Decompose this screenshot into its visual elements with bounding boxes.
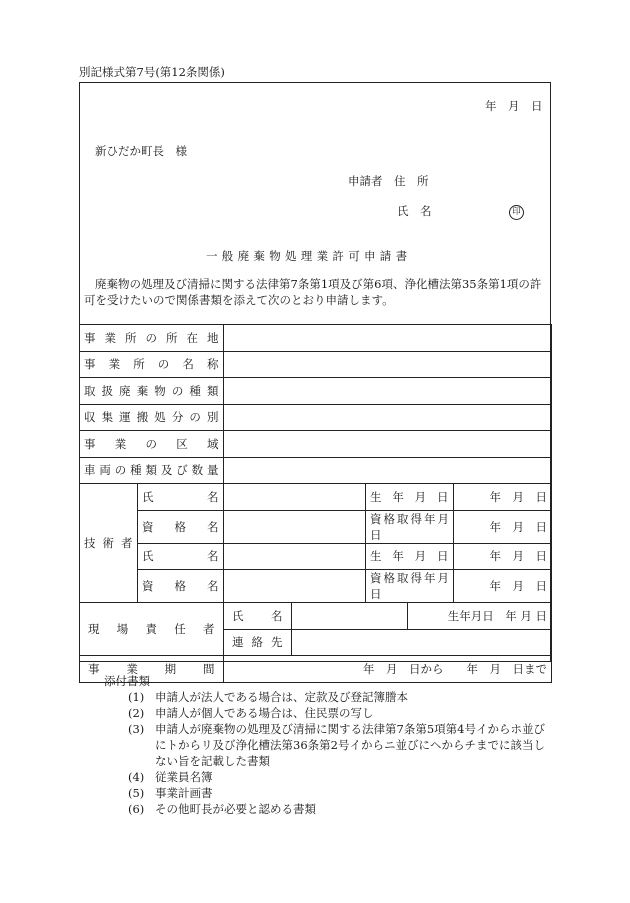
eng-birth-field-2[interactable]: 年 月 日	[454, 543, 552, 570]
site-manager-name-field[interactable]	[292, 603, 408, 630]
business-area-field[interactable]	[224, 431, 552, 458]
addressee: 新ひだか町長 様	[95, 144, 187, 158]
eng-name-label-2: 氏名	[138, 543, 224, 570]
waste-types-field[interactable]	[224, 378, 552, 405]
attachment-item: 事業計画書	[155, 786, 213, 800]
vehicles-field[interactable]	[224, 457, 552, 484]
period-label: 事業期間	[80, 656, 224, 683]
attachment-item: その他町長が必要と認める書類	[155, 802, 316, 816]
engineer-label: 技術者	[80, 484, 138, 603]
eng-qual-date-label-2: 資格取得年月日	[366, 570, 454, 603]
eng-qual-date-field-1[interactable]: 年 月 日	[454, 510, 552, 543]
site-manager-birth[interactable]: 生年月日 年 月 日	[408, 603, 552, 630]
attachment-num: (1)	[128, 690, 145, 704]
attachment-num: (5)	[128, 786, 145, 800]
office-name-field[interactable]	[224, 351, 552, 378]
attachment-item: 申請人が廃棄物の処理及び清掃に関する法律第7条第5項第4号イからホ並びにトからリ及び浄化槽法第36条第2号イからニ並びにヘからチまでに該当しない旨を記載した書類	[155, 722, 545, 768]
business-area-label: 事業の区域	[80, 431, 224, 458]
site-manager-contact-field[interactable]	[292, 629, 552, 656]
eng-birth-field-1[interactable]: 年 月 日	[454, 484, 552, 511]
seal-mark	[509, 203, 524, 220]
eng-birth-label-2: 生年月日	[366, 543, 454, 570]
site-manager-label: 現場責任者	[80, 603, 224, 656]
applicant-name-label: 氏 名	[397, 204, 432, 218]
attachment-num: (6)	[128, 802, 145, 816]
period-field[interactable]: 年 月 日から 年 月 日まで	[224, 656, 552, 683]
eng-name-field-1[interactable]	[224, 484, 366, 511]
vehicles-label: 車両の種類及び数量	[80, 457, 224, 484]
applicant-address-label: 申請者 住 所	[348, 174, 429, 188]
form-code: 別記様式第7号(第12条関係)	[79, 65, 225, 79]
eng-birth-label-1: 生年月日	[366, 484, 454, 511]
document-title: 一般廃棄物処理業許可申請書	[206, 249, 412, 263]
attachments-heading: 添付書類	[104, 674, 150, 688]
date-field: 年 月 日	[485, 99, 543, 113]
application-table	[79, 324, 552, 683]
eng-qual-date-field-2[interactable]: 年 月 日	[454, 570, 552, 603]
attachment-item: 申請人が法人である場合は、定款及び登記簿謄本	[155, 690, 408, 704]
attachment-num: (3)	[128, 722, 145, 736]
eng-qual-date-label-1: 資格取得年月日	[366, 510, 454, 543]
attachment-item: 申請人が個人である場合は、住民票の写し	[155, 706, 374, 720]
eng-qual-label-1: 資格名	[138, 510, 224, 543]
seal-icon: 印	[509, 205, 524, 220]
site-manager-contact-label: 連絡先	[224, 629, 292, 656]
eng-qual-field-2[interactable]	[224, 570, 366, 603]
waste-types-label: 取扱廃棄物の種類	[80, 378, 224, 405]
eng-qual-label-2: 資格名	[138, 570, 224, 603]
eng-name-label-1: 氏名	[138, 484, 224, 511]
attachment-num: (4)	[128, 770, 145, 784]
office-name-label: 事業所の名称	[80, 351, 224, 378]
business-type-label: 収集運搬処分の別	[80, 404, 224, 431]
attachment-item: 従業員名簿	[155, 770, 213, 784]
eng-name-field-2[interactable]	[224, 543, 366, 570]
intro-paragraph: 廃棄物の処理及び清掃に関する法律第7条第1項及び第6項、浄化槽法第35条第1項の許可を受けたいので関係書類を添えて次のとおり申請します。	[84, 277, 542, 307]
eng-qual-field-1[interactable]	[224, 510, 366, 543]
attachment-num: (2)	[128, 706, 145, 720]
business-type-field[interactable]	[224, 404, 552, 431]
office-location-label: 事業所の所在地	[80, 325, 224, 352]
site-manager-name-label: 氏名	[224, 603, 292, 630]
office-location-field[interactable]	[224, 325, 552, 352]
